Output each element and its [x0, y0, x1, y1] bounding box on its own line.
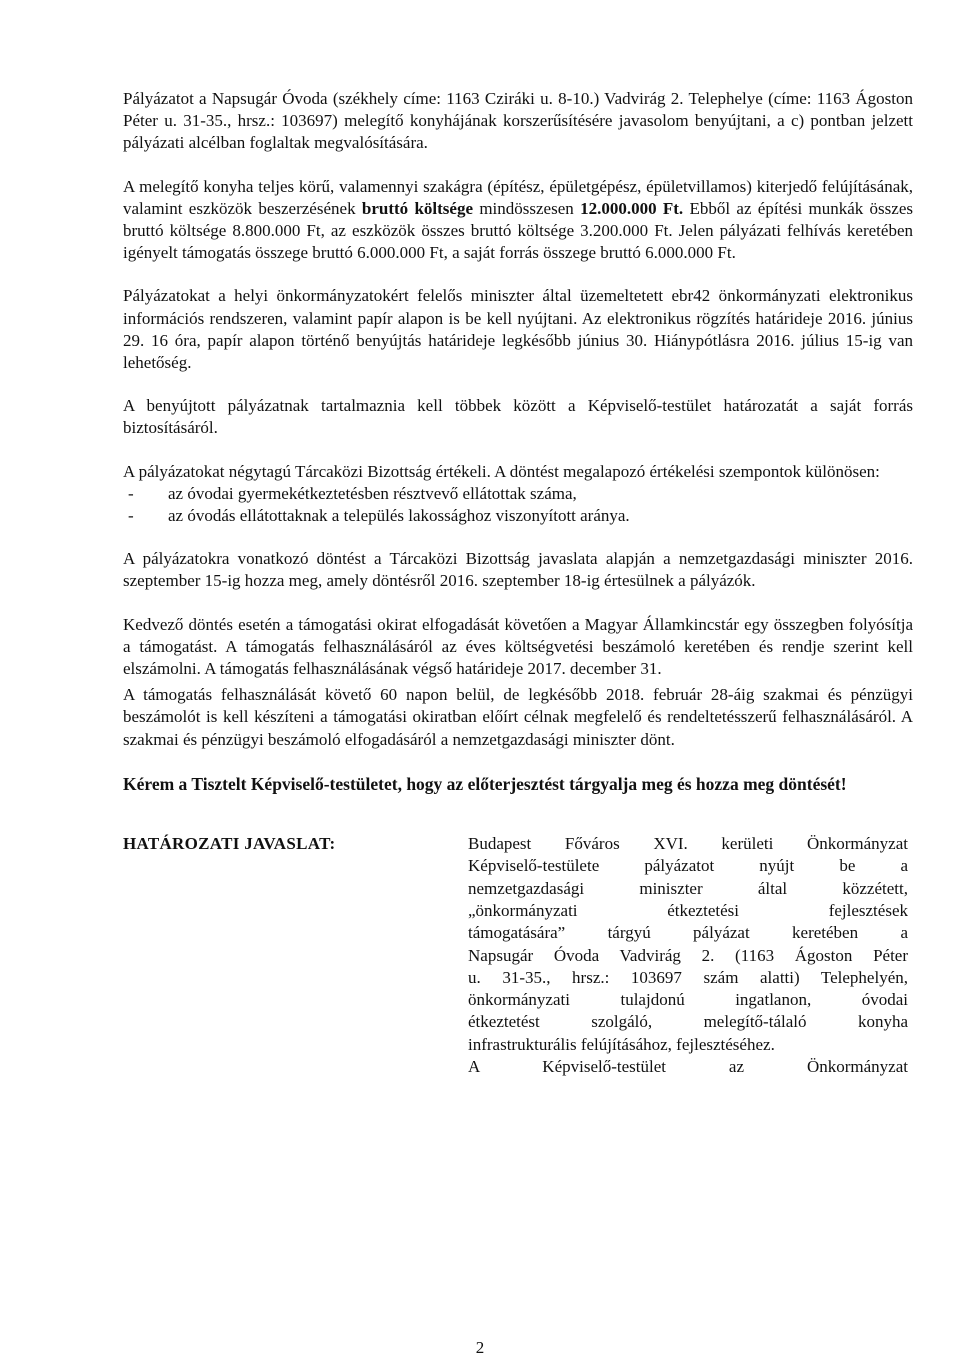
- costs-text-a: A melegítő konyha teljes körű, valamennyi szakágra (építész, épületgépész, épületvillamos) kiterjedő felújításának, valamint eszközök beszerzésének: [123, 176, 913, 218]
- resolution-line: nemzetgazdasági miniszter által közzétett,: [468, 878, 908, 898]
- paragraph-decision: A pályázatokra vonatkozó döntést a Tárcaközi Bizottság javaslata alapján a nemzetgazdasági miniszter 2016. szeptember 15-ig hozza meg, amely döntésről 2016. szeptember 18-ig értesülnek a pályázók.: [123, 549, 913, 591]
- resolution-line: Budapest Főváros XVI. kerületi Önkormányzat: [468, 834, 908, 854]
- list-item: [123, 483, 913, 505]
- resolution-line: Napsugár Óvoda Vadvirág 2. (1163 Ágoston Péter: [468, 945, 908, 965]
- list-dash: -: [128, 483, 134, 503]
- list-dash: -: [128, 506, 134, 526]
- resolution-proposal: [123, 833, 913, 1078]
- document-body: [123, 88, 913, 1078]
- costs-bold-gross-cost: bruttó költsége: [361, 198, 474, 218]
- list-item-text: az óvodás ellátottaknak a település lakossághoz viszonyított aránya.: [168, 506, 630, 526]
- closing-request: Kérem a Tisztelt Képviselő-testületet, hogy az előterjesztést tárgyalja meg és hozza meg döntését!: [123, 773, 847, 794]
- costs-text-c: Ebből az építési munkák összes bruttó költsége 8.800.000 Ft, az eszközök összes bruttó költsége 3.200.000 Ft. Jelen pályázati felhívás keretében igényelt támogatás összege bruttó 6.000.000 Ft, a saját forrás összege bruttó 6.000.000 Ft.: [123, 198, 913, 263]
- resolution-label: HATÁROZATI JAVASLAT:: [123, 834, 336, 854]
- resolution-line: A Képviselő-testület az Önkormányzat: [468, 1057, 908, 1077]
- resolution-line: u. 31-35., hrsz.: 103697 szám alatti) Telephelyén,: [468, 967, 908, 987]
- paragraph-application-proposal: Pályázatot a Napsugár Óvoda (székhely címe: 1163 Cziráki u. 8-10.) Vadvirág 2. Telephelye (címe: 1163 Ágoston Péter u. 31-35., hrsz.: 103697) melegítő konyhájának korszerűsítésére javasolom benyújtani, a c) pontban jelzett pályázati alcélban foglaltak megvalósítására.: [123, 89, 913, 153]
- resolution-text: [468, 833, 908, 1078]
- resolution-line: „önkormányzati étkeztetési fejlesztések: [468, 900, 908, 920]
- paragraph-reporting: A támogatás felhasználását követő 60 napon belül, de legkésőbb 2018. február 28-áig szakmai és pénzügyi beszámolót is kell készíteni a támogatási okiratban előírt célnak megfelelő és rendeltetésszerű felhasználásáról. A szakmai és pénzügyi beszámoló elfogadásáról a nemzetgazdasági miniszter dönt.: [123, 685, 913, 749]
- resolution-line: támogatására” tárgyú pályázat keretében a: [468, 923, 908, 943]
- resolution-line: Képviselő-testülete pályázatot nyújt be a: [468, 856, 908, 876]
- resolution-line: étkeztetést szolgáló, melegítő-tálaló konyha: [468, 1012, 908, 1032]
- page-number: 2: [475, 1338, 485, 1357]
- costs-bold-total: 12.000.000 Ft.: [580, 198, 684, 218]
- paragraph-submission: Pályázatokat a helyi önkormányzatokért felelős miniszter által üzemeltetett ebr42 önkormányzati elektronikus információs rendszeren, valamint papír alapon is be kell nyújtani. Az elektronikus rögzítés határideje 2016. június 29. 16 óra, papír alapon történő benyújtás határideje legkésőbb június 30. Hiánypótlásra 2016. július 15-ig van lehetőség.: [123, 286, 913, 373]
- criteria-list: [123, 483, 913, 527]
- paragraph-disbursement: Kedvező döntés esetén a támogatási okirat elfogadását követően a Magyar Államkincstár egy összegben folyósítja a támogatást. A támogatás felhasználásáról az éves költségvetési beszámoló keretében és rendje szerint kell elszámolni. A támogatás felhasználásának végső határideje 2017. december 31.: [123, 614, 913, 679]
- paragraph-costs: [123, 176, 913, 265]
- list-item: [123, 505, 913, 527]
- list-item-text: az óvodai gyermekétkeztetésben résztvevő ellátottak száma,: [168, 483, 577, 503]
- resolution-line: önkormányzati tulajdonú ingatlanon, óvodai: [468, 990, 908, 1010]
- paragraph-required-content: A benyújtott pályázatnak tartalmaznia kell többek között a Képviselő-testület határozatát a saját forrás biztosításáról.: [123, 396, 913, 438]
- resolution-line: infrastrukturális felújításához, fejlesztéséhez.: [468, 1034, 775, 1054]
- paragraph-evaluation: A pályázatokat négytagú Tárcaközi Bizottság értékeli. A döntést megalapozó értékelési szempontok különösen:: [123, 461, 880, 481]
- costs-text-b: mindösszesen: [473, 198, 581, 218]
